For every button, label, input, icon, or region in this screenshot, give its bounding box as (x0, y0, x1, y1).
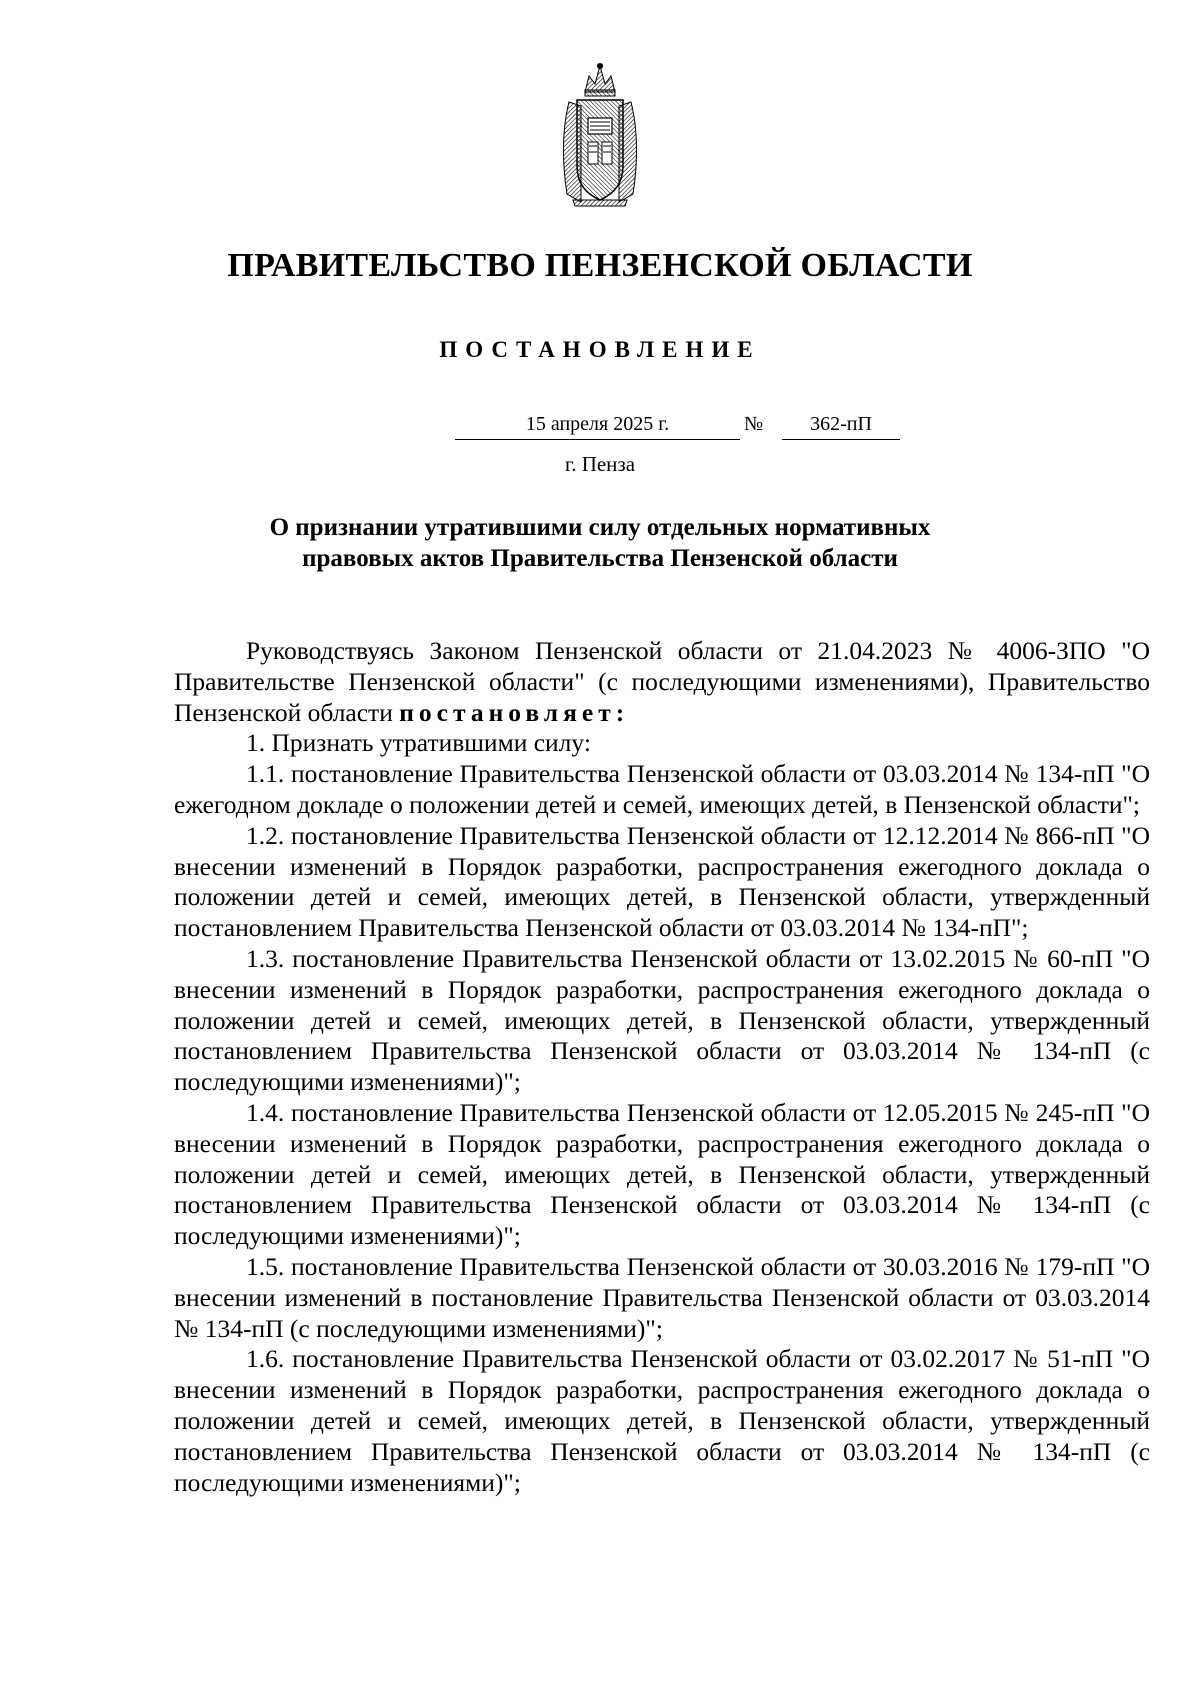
document-body (174, 636, 1150, 1498)
subject-line-1: О признании утратившими силу отдельных нормативных (269, 514, 931, 541)
item-paragraph: 1.3. постановление Правительства Пензенской области от 13.02.2015 № 60-пП "О внесении изменений в Порядок разработки, распространения ежегодного доклада о положении детей и семей, имеющих детей, в Пензенской области, утвержденный постановлением Правительства Пензенской области от 03.03.2014 № 134-пП (с последующими изменениями)"; (174, 943, 1150, 1097)
item-paragraph: 1.1. постановление Правительства Пензенской области от 03.03.2014 № 134-пП "О ежегодном докладе о положении детей и семей, имеющих детей, в Пензенской области"; (174, 759, 1150, 819)
item-paragraph: 1.5. постановление Правительства Пензенской области от 30.03.2016 № 179-пП "О внесении изменений в постановление Правительства Пензенской области от 03.03.2014 № 134-пП (с последующими изменениями)"; (174, 1251, 1150, 1343)
document-subject (200, 512, 1000, 574)
preamble-text: Руководствуясь Законом Пензенской области от 21.04.2023 № 4006-ЗПО "О Правительстве Пензенской области" (с последующими изменениями), Правительство Пензенской области (174, 636, 1150, 727)
organization-title: ПРАВИТЕЛЬСТВО ПЕНЗЕНСКОЙ ОБЛАСТИ (227, 247, 973, 284)
document-number: 362-пП (782, 411, 900, 440)
number-sign: № (744, 413, 764, 435)
item-paragraph: 1.6. постановление Правительства Пензенской области от 03.02.2017 № 51-пП "О внесении изменений в Порядок разработки, распространения ежегодного доклада о положении детей и семей, имеющих детей, в Пензенской области, утвержденный постановлением Правительства Пензенской области от 03.03.2014 № 134-пП (с последующими изменениями)"; (174, 1344, 1150, 1497)
coat-of-arms-icon (555, 62, 645, 207)
subject-line-2: правовых актов Правительства Пензенской области (302, 545, 898, 572)
document-type: ПОСТАНОВЛЕНИЕ (439, 337, 761, 362)
item-paragraph: 1.2. постановление Правительства Пензенской области от 12.12.2014 № 866-пП "О внесении изменений в Порядок разработки, распространения ежегодного доклада о положении детей и семей, имеющих детей, в Пензенской области, утвержденный постановлением Правительства Пензенской области от 03.03.2014 № 134-пП"; (174, 820, 1150, 943)
preamble-action: постановляет: (399, 697, 630, 727)
preamble-paragraph (174, 636, 1150, 728)
document-city: г. Пенза (564, 452, 636, 476)
item-1-paragraph: 1. Признать утратившими силу: (246, 728, 591, 758)
document-date: 15 апреля 2025 г. (455, 411, 740, 440)
item-paragraph: 1.4. постановление Правительства Пензенской области от 12.05.2015 № 245-пП "О внесении изменений в Порядок разработки, распространения ежегодного доклада о положении детей и семей, имеющих детей, в Пензенской области, утвержденный постановлением Правительства Пензенской области от 03.03.2014 № 134-пП (с последующими изменениями)"; (174, 1097, 1150, 1251)
